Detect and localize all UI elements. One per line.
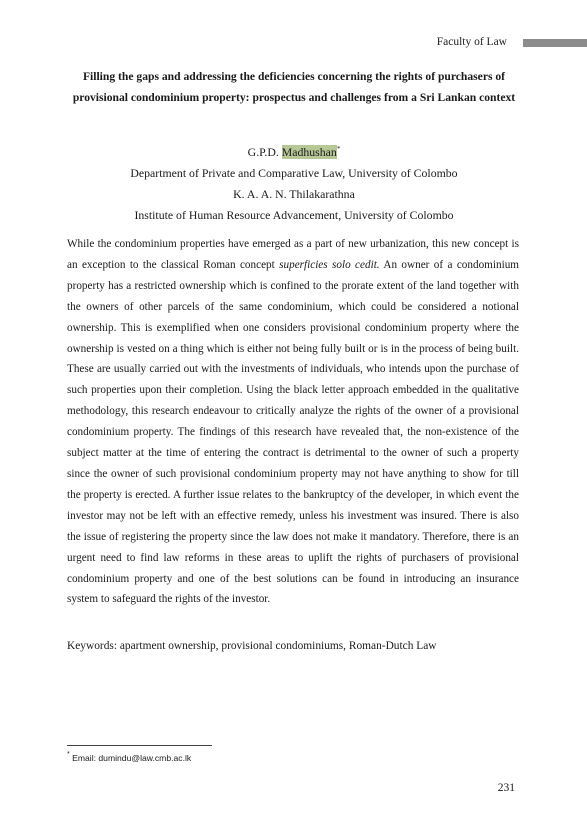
page-number: 231 bbox=[497, 782, 515, 794]
footnote bbox=[67, 751, 191, 763]
abstract-italic-phrase: superficies solo cedit. bbox=[279, 258, 380, 271]
author-2-affiliation: Institute of Human Resource Advancement, University of Colombo bbox=[134, 208, 454, 222]
abstract-text-start: While the condominium properties have emerged as a part of new urbanization, this new concept is an exception to the classical Roman concept bbox=[67, 238, 519, 271]
footnote-rule bbox=[67, 745, 212, 746]
author-1-initials: G.P.D. bbox=[247, 145, 279, 159]
author-1-surname: Madhushan bbox=[281, 145, 337, 159]
header-bar bbox=[523, 39, 587, 47]
footnote-marker: * bbox=[67, 751, 70, 758]
author-2-name: K. A. A. N. Thilakarathna bbox=[233, 187, 355, 201]
abstract-text-rest: An owner of a condominium property has a restricted ownership which is confined to the prorate extent of the land together with the owners of other parcels of the same condominium, which could be considered a notional ownership. This is exemplified when one considers provisional condominium property where the ownership is vested on a thing which is either not being fully built or is in the process of being built. These are usually carried out with the investments of individuals, who intends upon the purchase of such properties upon their completion. Using the black letter approach embedded in the qualitative methodology, this research endeavour to critically analyze the rights of the owner of a provisional condominium property. The findings of this research have revealed that, the non-existence of the subject matter at the time of entering the contract is detrimental to the owner of such a property since the owner of such provisional condominium property may not have anything to show for till the property is erected. A further issue relates to the bankruptcy of the developer, in which event the investor may not be left with an effective remedy, unless his investment was insured. There is also the issue of registering the property since the law does not make it mandatory. Therefore, there is an urgent need to find law reforms in these areas to uplift the rights of purchasers of provisional condominium property and one of the best solutions can be found in introducing an insurance system to safeguard the rights of the investor. bbox=[67, 258, 519, 606]
author-1-affiliation: Department of Private and Comparative Law, University of Colombo bbox=[130, 166, 458, 180]
paper-title: Filling the gaps and addressing the deficiencies concerning the rights of purchasers of provisional condominium property: prospectus and challenges from a Sri Lankan context bbox=[72, 70, 516, 104]
abstract bbox=[67, 234, 519, 610]
footnote-email: Email: dumindu@law.cmb.ac.lk bbox=[72, 753, 192, 763]
author-1-footnote-marker: * bbox=[336, 145, 341, 153]
keywords: Keywords: apartment ownership, provisional condominiums, Roman-Dutch Law bbox=[67, 640, 437, 652]
header-label: Faculty of Law bbox=[436, 36, 507, 48]
author-block bbox=[62, 139, 526, 226]
author-1-line bbox=[62, 139, 526, 163]
